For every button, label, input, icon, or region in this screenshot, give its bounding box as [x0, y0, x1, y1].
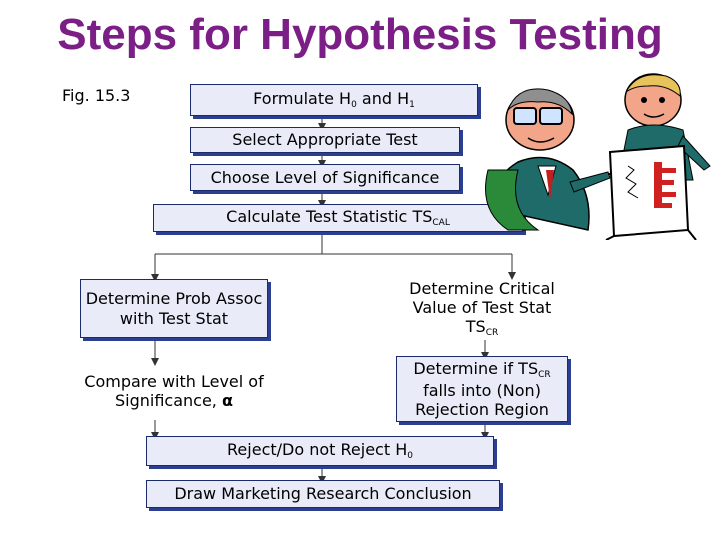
step-determine-prob — [80, 279, 268, 338]
conclusion-text: Draw Marketing Research Conclusion — [174, 484, 472, 504]
step-reject-h0 — [146, 436, 494, 466]
level-text: Choose Level of Significance — [210, 167, 440, 187]
step-critical-value — [396, 278, 568, 340]
step-calculate-statistic — [153, 204, 523, 232]
formulate-text: Formulate $H_0$ and $H_1$ — [253, 89, 415, 111]
step-draw-conclusion — [146, 480, 500, 508]
critical-text: Determine Critical Value of Test Stat $TS_{CR}$ — [409, 278, 555, 339]
cartoon-illustration — [478, 70, 718, 240]
compare-text: Compare with Level of Significance, α — [84, 371, 264, 410]
page-title: Steps for Hypothesis Testing — [57, 10, 663, 59]
step-formulate — [190, 84, 478, 116]
figure-label: Fig. 15.3 — [62, 86, 131, 105]
flipchart-board — [606, 146, 696, 240]
calculate-text: Calculate Test Statistic $TS_{CAL}$ — [226, 207, 450, 229]
seated-man-figure — [486, 89, 629, 230]
rejection-text: Determine if $TS_{CR}$ falls into (Non) Rejection Region — [413, 358, 551, 419]
step-compare-level — [80, 362, 268, 420]
reject-text: Reject/Do not Reject $H_0$ — [227, 440, 413, 462]
step-select-test — [190, 127, 460, 153]
step-rejection-region — [396, 356, 568, 422]
prob-text: Determine Prob Assoc with Test Stat — [85, 289, 263, 328]
step-level-significance — [190, 164, 460, 191]
select-text: Select Appropriate Test — [232, 130, 418, 150]
